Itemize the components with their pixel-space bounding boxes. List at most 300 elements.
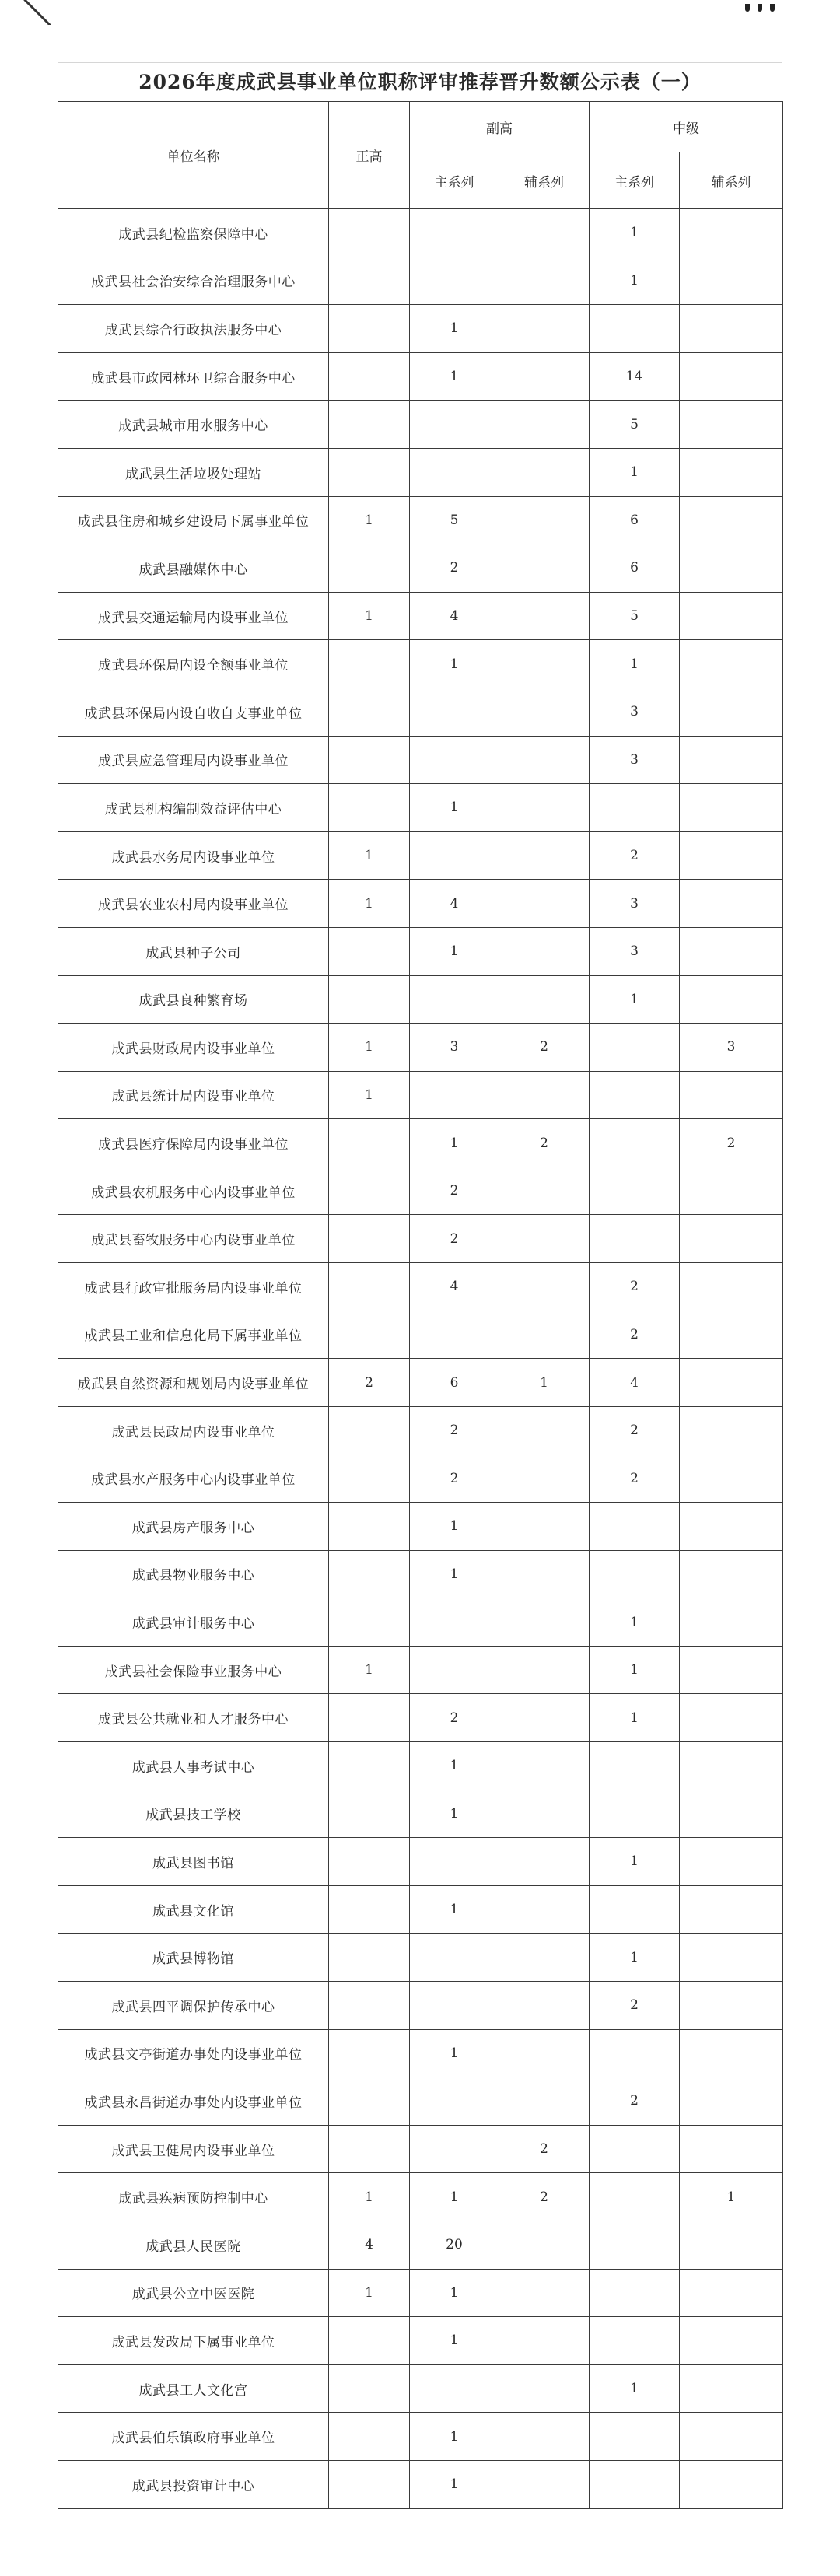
cell-fugao-main bbox=[410, 1071, 499, 1119]
cell-zhongji-main bbox=[590, 2173, 680, 2221]
cell-zhongji-aux bbox=[680, 1790, 783, 1838]
cell-zhongji-main: 1 bbox=[590, 209, 680, 257]
table-row bbox=[58, 257, 783, 305]
cell-zhongji-main: 1 bbox=[590, 975, 680, 1024]
cell-fugao-main bbox=[410, 2125, 499, 2173]
cell-zhongji-aux bbox=[680, 401, 783, 449]
cell-unit-name: 成武县环保局内设自收自支事业单位 bbox=[58, 688, 329, 736]
cell-fugao-aux bbox=[499, 975, 590, 1024]
cell-zhenggao bbox=[329, 401, 410, 449]
back-arrow-icon[interactable] bbox=[22, 0, 61, 25]
cell-unit-name: 成武县农业农村局内设事业单位 bbox=[58, 880, 329, 928]
cell-zhongji-main bbox=[590, 2029, 680, 2077]
cell-fugao-main: 1 bbox=[410, 2269, 499, 2317]
cell-fugao-aux: 1 bbox=[499, 1359, 590, 1407]
header-zhongji-aux: 辅系列 bbox=[680, 152, 783, 209]
cell-fugao-main bbox=[410, 1934, 499, 1982]
cell-zhongji-main bbox=[590, 2413, 680, 2461]
table-row bbox=[58, 927, 783, 975]
cell-zhongji-aux bbox=[680, 2029, 783, 2077]
cell-unit-name: 成武县人事考试中心 bbox=[58, 1742, 329, 1790]
cell-zhenggao bbox=[329, 1885, 410, 1934]
cell-fugao-main bbox=[410, 1981, 499, 2029]
cell-fugao-aux bbox=[499, 880, 590, 928]
table-row bbox=[58, 1359, 783, 1407]
cell-unit-name: 成武县卫健局内设事业单位 bbox=[58, 2125, 329, 2173]
cell-zhenggao bbox=[329, 352, 410, 401]
cell-fugao-main: 3 bbox=[410, 1024, 499, 1072]
cell-unit-name: 成武县人民医院 bbox=[58, 2221, 329, 2269]
cell-zhenggao bbox=[329, 1263, 410, 1311]
cell-zhongji-aux bbox=[680, 2460, 783, 2508]
cell-zhongji-aux bbox=[680, 209, 783, 257]
table-row bbox=[58, 1838, 783, 1886]
cell-zhenggao bbox=[329, 1981, 410, 2029]
cell-zhongji-main bbox=[590, 784, 680, 832]
cell-zhongji-aux bbox=[680, 688, 783, 736]
cell-zhongji-main: 6 bbox=[590, 544, 680, 593]
cell-zhongji-main bbox=[590, 1215, 680, 1263]
cell-zhenggao bbox=[329, 448, 410, 496]
cell-zhongji-main: 6 bbox=[590, 496, 680, 544]
table-title: 2026年度成武县事业单位职称评审推荐晋升数额公示表（一） bbox=[58, 62, 782, 101]
cell-zhongji-aux bbox=[680, 544, 783, 593]
cell-zhongji-main: 1 bbox=[590, 2364, 680, 2413]
table-row bbox=[58, 1311, 783, 1359]
cell-unit-name: 成武县民政局内设事业单位 bbox=[58, 1406, 329, 1454]
table-row bbox=[58, 496, 783, 544]
cell-fugao-main: 1 bbox=[410, 2317, 499, 2365]
cell-fugao-main: 1 bbox=[410, 1119, 499, 1167]
cell-zhenggao bbox=[329, 2077, 410, 2126]
cell-fugao-main bbox=[410, 1311, 499, 1359]
cell-zhongji-main: 3 bbox=[590, 927, 680, 975]
cell-zhongji-main: 2 bbox=[590, 1311, 680, 1359]
table-row bbox=[58, 305, 783, 353]
table-row bbox=[58, 448, 783, 496]
cell-fugao-aux bbox=[499, 1838, 590, 1886]
cell-fugao-aux bbox=[499, 2364, 590, 2413]
cell-fugao-main: 2 bbox=[410, 1167, 499, 1215]
table-row bbox=[58, 1790, 783, 1838]
cell-zhongji-aux bbox=[680, 927, 783, 975]
header-fugao-main: 主系列 bbox=[410, 152, 499, 209]
cell-fugao-aux bbox=[499, 1406, 590, 1454]
cell-zhongji-main bbox=[590, 305, 680, 353]
cell-fugao-aux bbox=[499, 1742, 590, 1790]
table-row bbox=[58, 1215, 783, 1263]
cell-zhenggao bbox=[329, 736, 410, 784]
cell-fugao-aux bbox=[499, 640, 590, 688]
cell-zhongji-main: 3 bbox=[590, 880, 680, 928]
cell-zhongji-main: 2 bbox=[590, 831, 680, 880]
cell-fugao-aux: 2 bbox=[499, 1119, 590, 1167]
table-row bbox=[58, 1119, 783, 1167]
cell-zhenggao: 4 bbox=[329, 2221, 410, 2269]
cell-zhongji-aux bbox=[680, 831, 783, 880]
cell-zhenggao: 2 bbox=[329, 1359, 410, 1407]
cell-zhongji-main bbox=[590, 1550, 680, 1598]
table-row bbox=[58, 1406, 783, 1454]
cell-fugao-main: 1 bbox=[410, 1885, 499, 1934]
cell-fugao-main: 1 bbox=[410, 1790, 499, 1838]
header-unit-name: 单位名称 bbox=[58, 102, 329, 209]
cell-zhongji-main: 5 bbox=[590, 401, 680, 449]
cell-zhenggao bbox=[329, 257, 410, 305]
cell-zhongji-main bbox=[590, 1503, 680, 1551]
cell-zhongji-main bbox=[590, 1024, 680, 1072]
cell-unit-name: 成武县疾病预防控制中心 bbox=[58, 2173, 329, 2221]
table-row bbox=[58, 1742, 783, 1790]
cell-zhenggao bbox=[329, 784, 410, 832]
cell-zhongji-aux bbox=[680, 1215, 783, 1263]
cell-unit-name: 成武县生活垃圾处理站 bbox=[58, 448, 329, 496]
cell-fugao-aux bbox=[499, 1263, 590, 1311]
table-row bbox=[58, 1024, 783, 1072]
cell-zhenggao bbox=[329, 640, 410, 688]
cell-zhongji-aux: 3 bbox=[680, 1024, 783, 1072]
cell-unit-name: 成武县博物馆 bbox=[58, 1934, 329, 1982]
cell-zhongji-aux bbox=[680, 1742, 783, 1790]
table-row bbox=[58, 544, 783, 593]
cell-zhongji-main: 1 bbox=[590, 1934, 680, 1982]
cell-fugao-aux bbox=[499, 1694, 590, 1742]
cell-fugao-aux bbox=[499, 1071, 590, 1119]
cell-fugao-aux bbox=[499, 927, 590, 975]
cell-unit-name: 成武县行政审批服务局内设事业单位 bbox=[58, 1263, 329, 1311]
cell-zhongji-aux bbox=[680, 592, 783, 640]
cell-unit-name: 成武县投资审计中心 bbox=[58, 2460, 329, 2508]
table-row bbox=[58, 1550, 783, 1598]
cell-zhongji-main bbox=[590, 2269, 680, 2317]
cell-unit-name: 成武县市政园林环卫综合服务中心 bbox=[58, 352, 329, 401]
cell-zhenggao bbox=[329, 927, 410, 975]
table-row bbox=[58, 2317, 783, 2365]
table-row bbox=[58, 401, 783, 449]
cell-fugao-aux bbox=[499, 1934, 590, 1982]
table-row bbox=[58, 1598, 783, 1647]
quota-table bbox=[58, 101, 783, 2509]
cell-zhenggao bbox=[329, 2029, 410, 2077]
cell-fugao-main: 1 bbox=[410, 1742, 499, 1790]
cell-zhongji-aux bbox=[680, 1167, 783, 1215]
cell-zhenggao bbox=[329, 2317, 410, 2365]
cell-zhongji-aux bbox=[680, 352, 783, 401]
cell-zhongji-aux bbox=[680, 1311, 783, 1359]
cell-fugao-main bbox=[410, 209, 499, 257]
cell-unit-name: 成武县统计局内设事业单位 bbox=[58, 1071, 329, 1119]
cell-zhenggao: 1 bbox=[329, 496, 410, 544]
cell-fugao-main: 1 bbox=[410, 305, 499, 353]
cell-fugao-main: 2 bbox=[410, 1215, 499, 1263]
cell-zhongji-aux bbox=[680, 1694, 783, 1742]
cell-zhongji-main: 1 bbox=[590, 257, 680, 305]
table-body bbox=[58, 209, 783, 2509]
top-bar bbox=[0, 0, 840, 50]
cell-zhongji-aux bbox=[680, 640, 783, 688]
cell-fugao-aux bbox=[499, 305, 590, 353]
cell-unit-name: 成武县综合行政执法服务中心 bbox=[58, 305, 329, 353]
table-row bbox=[58, 1934, 783, 1982]
cell-unit-name: 成武县审计服务中心 bbox=[58, 1598, 329, 1647]
cell-zhenggao: 1 bbox=[329, 1024, 410, 1072]
cell-zhongji-main: 2 bbox=[590, 1454, 680, 1503]
cell-zhongji-aux bbox=[680, 1454, 783, 1503]
cell-zhenggao bbox=[329, 544, 410, 593]
cell-zhongji-main: 1 bbox=[590, 448, 680, 496]
cell-zhongji-aux bbox=[680, 1885, 783, 1934]
cell-zhongji-aux bbox=[680, 2269, 783, 2317]
cell-zhenggao bbox=[329, 1311, 410, 1359]
cell-zhenggao bbox=[329, 1215, 410, 1263]
table-row bbox=[58, 1503, 783, 1551]
cell-unit-name: 成武县畜牧服务中心内设事业单位 bbox=[58, 1215, 329, 1263]
cell-fugao-main bbox=[410, 257, 499, 305]
cell-unit-name: 成武县图书馆 bbox=[58, 1838, 329, 1886]
cell-fugao-aux bbox=[499, 2029, 590, 2077]
cell-zhenggao bbox=[329, 1694, 410, 1742]
table-row bbox=[58, 352, 783, 401]
cell-zhenggao: 1 bbox=[329, 831, 410, 880]
cell-zhongji-aux bbox=[680, 1263, 783, 1311]
cell-fugao-main: 6 bbox=[410, 1359, 499, 1407]
cell-zhongji-main: 2 bbox=[590, 1263, 680, 1311]
table-row bbox=[58, 2029, 783, 2077]
cell-fugao-aux bbox=[499, 496, 590, 544]
cell-zhongji-main bbox=[590, 1119, 680, 1167]
cell-zhongji-main: 3 bbox=[590, 736, 680, 784]
cell-fugao-aux bbox=[499, 209, 590, 257]
cell-fugao-main: 2 bbox=[410, 1454, 499, 1503]
cell-zhenggao bbox=[329, 2364, 410, 2413]
cell-zhongji-aux bbox=[680, 736, 783, 784]
cell-fugao-aux bbox=[499, 2221, 590, 2269]
cell-unit-name: 成武县工人文化宫 bbox=[58, 2364, 329, 2413]
cell-fugao-main: 4 bbox=[410, 592, 499, 640]
cell-fugao-aux bbox=[499, 352, 590, 401]
cell-unit-name: 成武县社会治安综合治理服务中心 bbox=[58, 257, 329, 305]
cell-zhongji-main: 2 bbox=[590, 1981, 680, 2029]
cell-fugao-aux bbox=[499, 688, 590, 736]
cell-zhenggao bbox=[329, 305, 410, 353]
cell-zhongji-aux bbox=[680, 1550, 783, 1598]
cell-unit-name: 成武县自然资源和规划局内设事业单位 bbox=[58, 1359, 329, 1407]
cell-fugao-aux bbox=[499, 1311, 590, 1359]
cell-zhongji-aux bbox=[680, 1598, 783, 1647]
more-options-icon[interactable] bbox=[745, 0, 807, 9]
cell-unit-name: 成武县交通运输局内设事业单位 bbox=[58, 592, 329, 640]
cell-fugao-aux: 2 bbox=[499, 2125, 590, 2173]
cell-zhongji-aux bbox=[680, 2125, 783, 2173]
cell-unit-name: 成武县公立中医医院 bbox=[58, 2269, 329, 2317]
cell-zhongji-aux bbox=[680, 1503, 783, 1551]
cell-zhongji-aux bbox=[680, 448, 783, 496]
table-row bbox=[58, 209, 783, 257]
table-row bbox=[58, 1646, 783, 1694]
cell-zhongji-main bbox=[590, 2125, 680, 2173]
table-row bbox=[58, 2269, 783, 2317]
cell-unit-name: 成武县医疗保障局内设事业单位 bbox=[58, 1119, 329, 1167]
cell-fugao-main bbox=[410, 975, 499, 1024]
table-row bbox=[58, 2173, 783, 2221]
cell-unit-name: 成武县公共就业和人才服务中心 bbox=[58, 1694, 329, 1742]
cell-zhongji-main bbox=[590, 2221, 680, 2269]
cell-unit-name: 成武县良种繁育场 bbox=[58, 975, 329, 1024]
cell-fugao-main: 1 bbox=[410, 2173, 499, 2221]
cell-unit-name: 成武县住房和城乡建设局下属事业单位 bbox=[58, 496, 329, 544]
cell-zhongji-main bbox=[590, 1167, 680, 1215]
cell-zhongji-main: 1 bbox=[590, 1598, 680, 1647]
header-fugao-aux: 辅系列 bbox=[499, 152, 590, 209]
cell-zhenggao bbox=[329, 2125, 410, 2173]
cell-fugao-main: 4 bbox=[410, 880, 499, 928]
cell-unit-name: 成武县物业服务中心 bbox=[58, 1550, 329, 1598]
cell-zhongji-main bbox=[590, 1790, 680, 1838]
cell-zhenggao bbox=[329, 1454, 410, 1503]
cell-zhongji-aux bbox=[680, 975, 783, 1024]
cell-unit-name: 成武县发改局下属事业单位 bbox=[58, 2317, 329, 2365]
cell-zhenggao bbox=[329, 975, 410, 1024]
cell-fugao-aux bbox=[499, 2413, 590, 2461]
cell-zhenggao bbox=[329, 1934, 410, 1982]
table-row bbox=[58, 736, 783, 784]
cell-zhongji-aux: 1 bbox=[680, 2173, 783, 2221]
cell-fugao-aux bbox=[499, 448, 590, 496]
cell-unit-name: 成武县财政局内设事业单位 bbox=[58, 1024, 329, 1072]
cell-zhenggao bbox=[329, 1503, 410, 1551]
table-row bbox=[58, 2077, 783, 2126]
cell-zhenggao bbox=[329, 1742, 410, 1790]
cell-fugao-aux bbox=[499, 1646, 590, 1694]
cell-fugao-main bbox=[410, 448, 499, 496]
cell-fugao-aux bbox=[499, 2269, 590, 2317]
cell-fugao-aux: 2 bbox=[499, 1024, 590, 1072]
cell-unit-name: 成武县水务局内设事业单位 bbox=[58, 831, 329, 880]
cell-zhongji-aux bbox=[680, 1934, 783, 1982]
cell-zhenggao: 1 bbox=[329, 1071, 410, 1119]
cell-zhongji-aux: 2 bbox=[680, 1119, 783, 1167]
cell-fugao-main bbox=[410, 2364, 499, 2413]
cell-unit-name: 成武县应急管理局内设事业单位 bbox=[58, 736, 329, 784]
table-row bbox=[58, 1263, 783, 1311]
cell-zhongji-main bbox=[590, 2317, 680, 2365]
cell-fugao-aux bbox=[499, 257, 590, 305]
cell-zhongji-main: 5 bbox=[590, 592, 680, 640]
cell-fugao-aux bbox=[499, 1885, 590, 1934]
table-row bbox=[58, 640, 783, 688]
cell-zhongji-aux bbox=[680, 2317, 783, 2365]
cell-fugao-main: 2 bbox=[410, 544, 499, 593]
cell-zhongji-aux bbox=[680, 880, 783, 928]
cell-fugao-main: 1 bbox=[410, 1503, 499, 1551]
table-row bbox=[58, 2460, 783, 2508]
cell-zhongji-aux bbox=[680, 2221, 783, 2269]
cell-fugao-main: 1 bbox=[410, 2460, 499, 2508]
table-row bbox=[58, 1454, 783, 1503]
cell-zhenggao: 1 bbox=[329, 2173, 410, 2221]
cell-zhenggao bbox=[329, 2460, 410, 2508]
cell-zhongji-main: 2 bbox=[590, 2077, 680, 2126]
cell-fugao-aux bbox=[499, 736, 590, 784]
cell-zhongji-aux bbox=[680, 1646, 783, 1694]
table-row bbox=[58, 1694, 783, 1742]
cell-zhongji-main bbox=[590, 1885, 680, 1934]
cell-unit-name: 成武县融媒体中心 bbox=[58, 544, 329, 593]
cell-zhongji-main: 1 bbox=[590, 1694, 680, 1742]
cell-zhenggao: 1 bbox=[329, 1646, 410, 1694]
cell-fugao-main bbox=[410, 2077, 499, 2126]
cell-zhenggao: 1 bbox=[329, 880, 410, 928]
cell-zhongji-main: 1 bbox=[590, 640, 680, 688]
cell-fugao-aux bbox=[499, 401, 590, 449]
cell-fugao-main bbox=[410, 736, 499, 784]
cell-zhongji-aux bbox=[680, 1981, 783, 2029]
cell-fugao-aux bbox=[499, 544, 590, 593]
cell-fugao-main: 4 bbox=[410, 1263, 499, 1311]
cell-zhenggao bbox=[329, 209, 410, 257]
table-row bbox=[58, 1885, 783, 1934]
cell-unit-name: 成武县技工学校 bbox=[58, 1790, 329, 1838]
cell-zhongji-aux bbox=[680, 496, 783, 544]
cell-zhenggao bbox=[329, 1598, 410, 1647]
cell-fugao-aux bbox=[499, 1981, 590, 2029]
cell-zhongji-main bbox=[590, 1071, 680, 1119]
cell-zhongji-aux bbox=[680, 1359, 783, 1407]
cell-unit-name: 成武县纪检监察保障中心 bbox=[58, 209, 329, 257]
table-row bbox=[58, 1071, 783, 1119]
document-sheet bbox=[58, 62, 782, 2509]
cell-fugao-main: 1 bbox=[410, 640, 499, 688]
cell-fugao-main: 20 bbox=[410, 2221, 499, 2269]
cell-unit-name: 成武县城市用水服务中心 bbox=[58, 401, 329, 449]
cell-zhenggao bbox=[329, 688, 410, 736]
cell-unit-name: 成武县机构编制效益评估中心 bbox=[58, 784, 329, 832]
cell-fugao-main bbox=[410, 401, 499, 449]
cell-fugao-aux bbox=[499, 1167, 590, 1215]
cell-unit-name: 成武县伯乐镇政府事业单位 bbox=[58, 2413, 329, 2461]
cell-fugao-main bbox=[410, 1838, 499, 1886]
cell-fugao-aux bbox=[499, 784, 590, 832]
cell-zhongji-aux bbox=[680, 1406, 783, 1454]
header-fugao: 副高 bbox=[410, 102, 590, 152]
table-row bbox=[58, 880, 783, 928]
cell-fugao-main: 5 bbox=[410, 496, 499, 544]
cell-fugao-main: 1 bbox=[410, 1550, 499, 1598]
cell-unit-name: 成武县房产服务中心 bbox=[58, 1503, 329, 1551]
header-zhenggao: 正高 bbox=[329, 102, 410, 209]
cell-fugao-main: 2 bbox=[410, 1406, 499, 1454]
table-row bbox=[58, 831, 783, 880]
cell-unit-name: 成武县文亭街道办事处内设事业单位 bbox=[58, 2029, 329, 2077]
cell-unit-name: 成武县环保局内设全额事业单位 bbox=[58, 640, 329, 688]
cell-zhenggao bbox=[329, 1119, 410, 1167]
cell-fugao-aux bbox=[499, 2460, 590, 2508]
cell-fugao-main bbox=[410, 1646, 499, 1694]
table-row bbox=[58, 1981, 783, 2029]
table-row bbox=[58, 2364, 783, 2413]
cell-fugao-aux bbox=[499, 1598, 590, 1647]
cell-fugao-main bbox=[410, 831, 499, 880]
table-row bbox=[58, 2221, 783, 2269]
cell-fugao-main: 2 bbox=[410, 1694, 499, 1742]
cell-zhenggao bbox=[329, 2413, 410, 2461]
cell-zhongji-main: 3 bbox=[590, 688, 680, 736]
cell-fugao-aux bbox=[499, 831, 590, 880]
table-row bbox=[58, 688, 783, 736]
cell-unit-name: 成武县四平调保护传承中心 bbox=[58, 1981, 329, 2029]
cell-fugao-aux bbox=[499, 1215, 590, 1263]
cell-fugao-aux: 2 bbox=[499, 2173, 590, 2221]
